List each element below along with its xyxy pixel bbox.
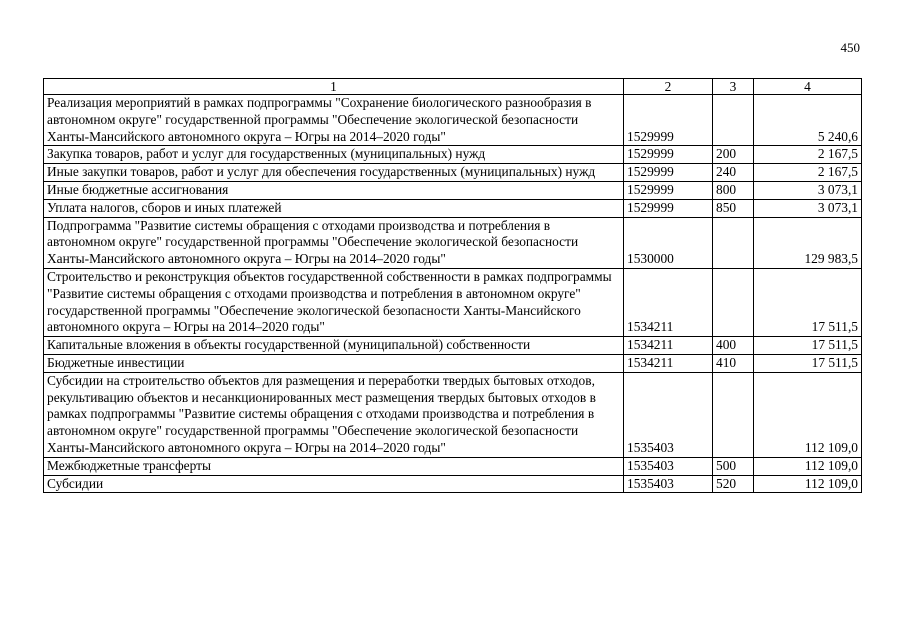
row-name: Закупка товаров, работ и услуг для государственных (муниципальных) нужд xyxy=(44,146,624,164)
column-header-4: 4 xyxy=(754,79,862,95)
row-sum: 3 073,1 xyxy=(754,181,862,199)
table-row xyxy=(44,181,862,199)
row-name: Реализация мероприятий в рамках подпрограммы "Сохранение биологического разнообразия в автономном округе" государственной программы "Обеспечение экологической безопасности Ханты-Мансийского автономного округа – Югры на 2014–2020 годы" xyxy=(44,95,624,146)
row-name: Подпрограмма "Развитие системы обращения с отходами производства и потребления в автономном округе" государственной программы "Обеспечение экологической безопасности Ханты-Мансийского автономного округа – Югры на 2014–2020 годы" xyxy=(44,217,624,268)
row-code: 1529999 xyxy=(624,146,713,164)
row-name: Капитальные вложения в объекты государственной (муниципальной) собственности xyxy=(44,337,624,355)
table-row xyxy=(44,146,862,164)
row-code: 1529999 xyxy=(624,181,713,199)
table-header-row xyxy=(44,79,862,95)
row-code: 1534211 xyxy=(624,337,713,355)
row-type xyxy=(713,372,754,457)
row-type xyxy=(713,217,754,268)
row-name: Строительство и реконструкция объектов государственной собственности в рамках подпрограммы "Развитие системы обращения с отходами производства и потребления в автономном округе" государственной программы "Обеспечение экологической безопасности Ханты-Мансийского автономного округа – Югры на 2014–2020 годы" xyxy=(44,268,624,336)
row-type: 800 xyxy=(713,181,754,199)
page-number: 450 xyxy=(840,40,860,55)
row-sum: 5 240,6 xyxy=(754,95,862,146)
row-code: 1534211 xyxy=(624,354,713,372)
row-type: 200 xyxy=(713,146,754,164)
row-sum: 2 167,5 xyxy=(754,146,862,164)
row-name: Бюджетные инвестиции xyxy=(44,354,624,372)
row-code: 1535403 xyxy=(624,372,713,457)
row-type xyxy=(713,268,754,336)
row-sum: 112 109,0 xyxy=(754,372,862,457)
table-row xyxy=(44,95,862,146)
row-sum: 17 511,5 xyxy=(754,354,862,372)
row-code: 1534211 xyxy=(624,268,713,336)
row-name: Субсидии xyxy=(44,475,624,493)
row-type xyxy=(713,95,754,146)
table-row xyxy=(44,475,862,493)
table-row xyxy=(44,372,862,457)
column-header-3: 3 xyxy=(713,79,754,95)
row-sum: 17 511,5 xyxy=(754,268,862,336)
row-code: 1530000 xyxy=(624,217,713,268)
row-sum: 129 983,5 xyxy=(754,217,862,268)
row-name: Иные закупки товаров, работ и услуг для обеспечения государственных (муниципальных) нужд xyxy=(44,164,624,182)
column-header-1: 1 xyxy=(44,79,624,95)
column-header-2: 2 xyxy=(624,79,713,95)
table-row xyxy=(44,337,862,355)
table-row xyxy=(44,268,862,336)
table-row xyxy=(44,457,862,475)
row-code: 1529999 xyxy=(624,95,713,146)
table-row xyxy=(44,199,862,217)
row-type: 520 xyxy=(713,475,754,493)
table-row xyxy=(44,217,862,268)
table-row xyxy=(44,164,862,182)
row-sum: 17 511,5 xyxy=(754,337,862,355)
row-code: 1535403 xyxy=(624,457,713,475)
row-type: 850 xyxy=(713,199,754,217)
table-row xyxy=(44,354,862,372)
row-type: 400 xyxy=(713,337,754,355)
row-code: 1529999 xyxy=(624,164,713,182)
row-name: Уплата налогов, сборов и иных платежей xyxy=(44,199,624,217)
row-type: 240 xyxy=(713,164,754,182)
row-code: 1535403 xyxy=(624,475,713,493)
budget-table xyxy=(43,78,862,493)
row-name: Субсидии на строительство объектов для размещения и переработки твердых бытовых отходов, рекультивацию объектов и несанкционированных мест размещения твердых бытовых отходов в рамках подпрограммы "Развитие системы обращения с отходами производства и потребления в автономном округе" государственной программы "Обеспечение экологической безопасности Ханты-Мансийского автономного округа – Югры на 2014–2020 годы" xyxy=(44,372,624,457)
row-type: 500 xyxy=(713,457,754,475)
row-code: 1529999 xyxy=(624,199,713,217)
row-sum: 3 073,1 xyxy=(754,199,862,217)
row-name: Межбюджетные трансферты xyxy=(44,457,624,475)
row-sum: 112 109,0 xyxy=(754,475,862,493)
row-type: 410 xyxy=(713,354,754,372)
row-sum: 112 109,0 xyxy=(754,457,862,475)
row-sum: 2 167,5 xyxy=(754,164,862,182)
row-name: Иные бюджетные ассигнования xyxy=(44,181,624,199)
